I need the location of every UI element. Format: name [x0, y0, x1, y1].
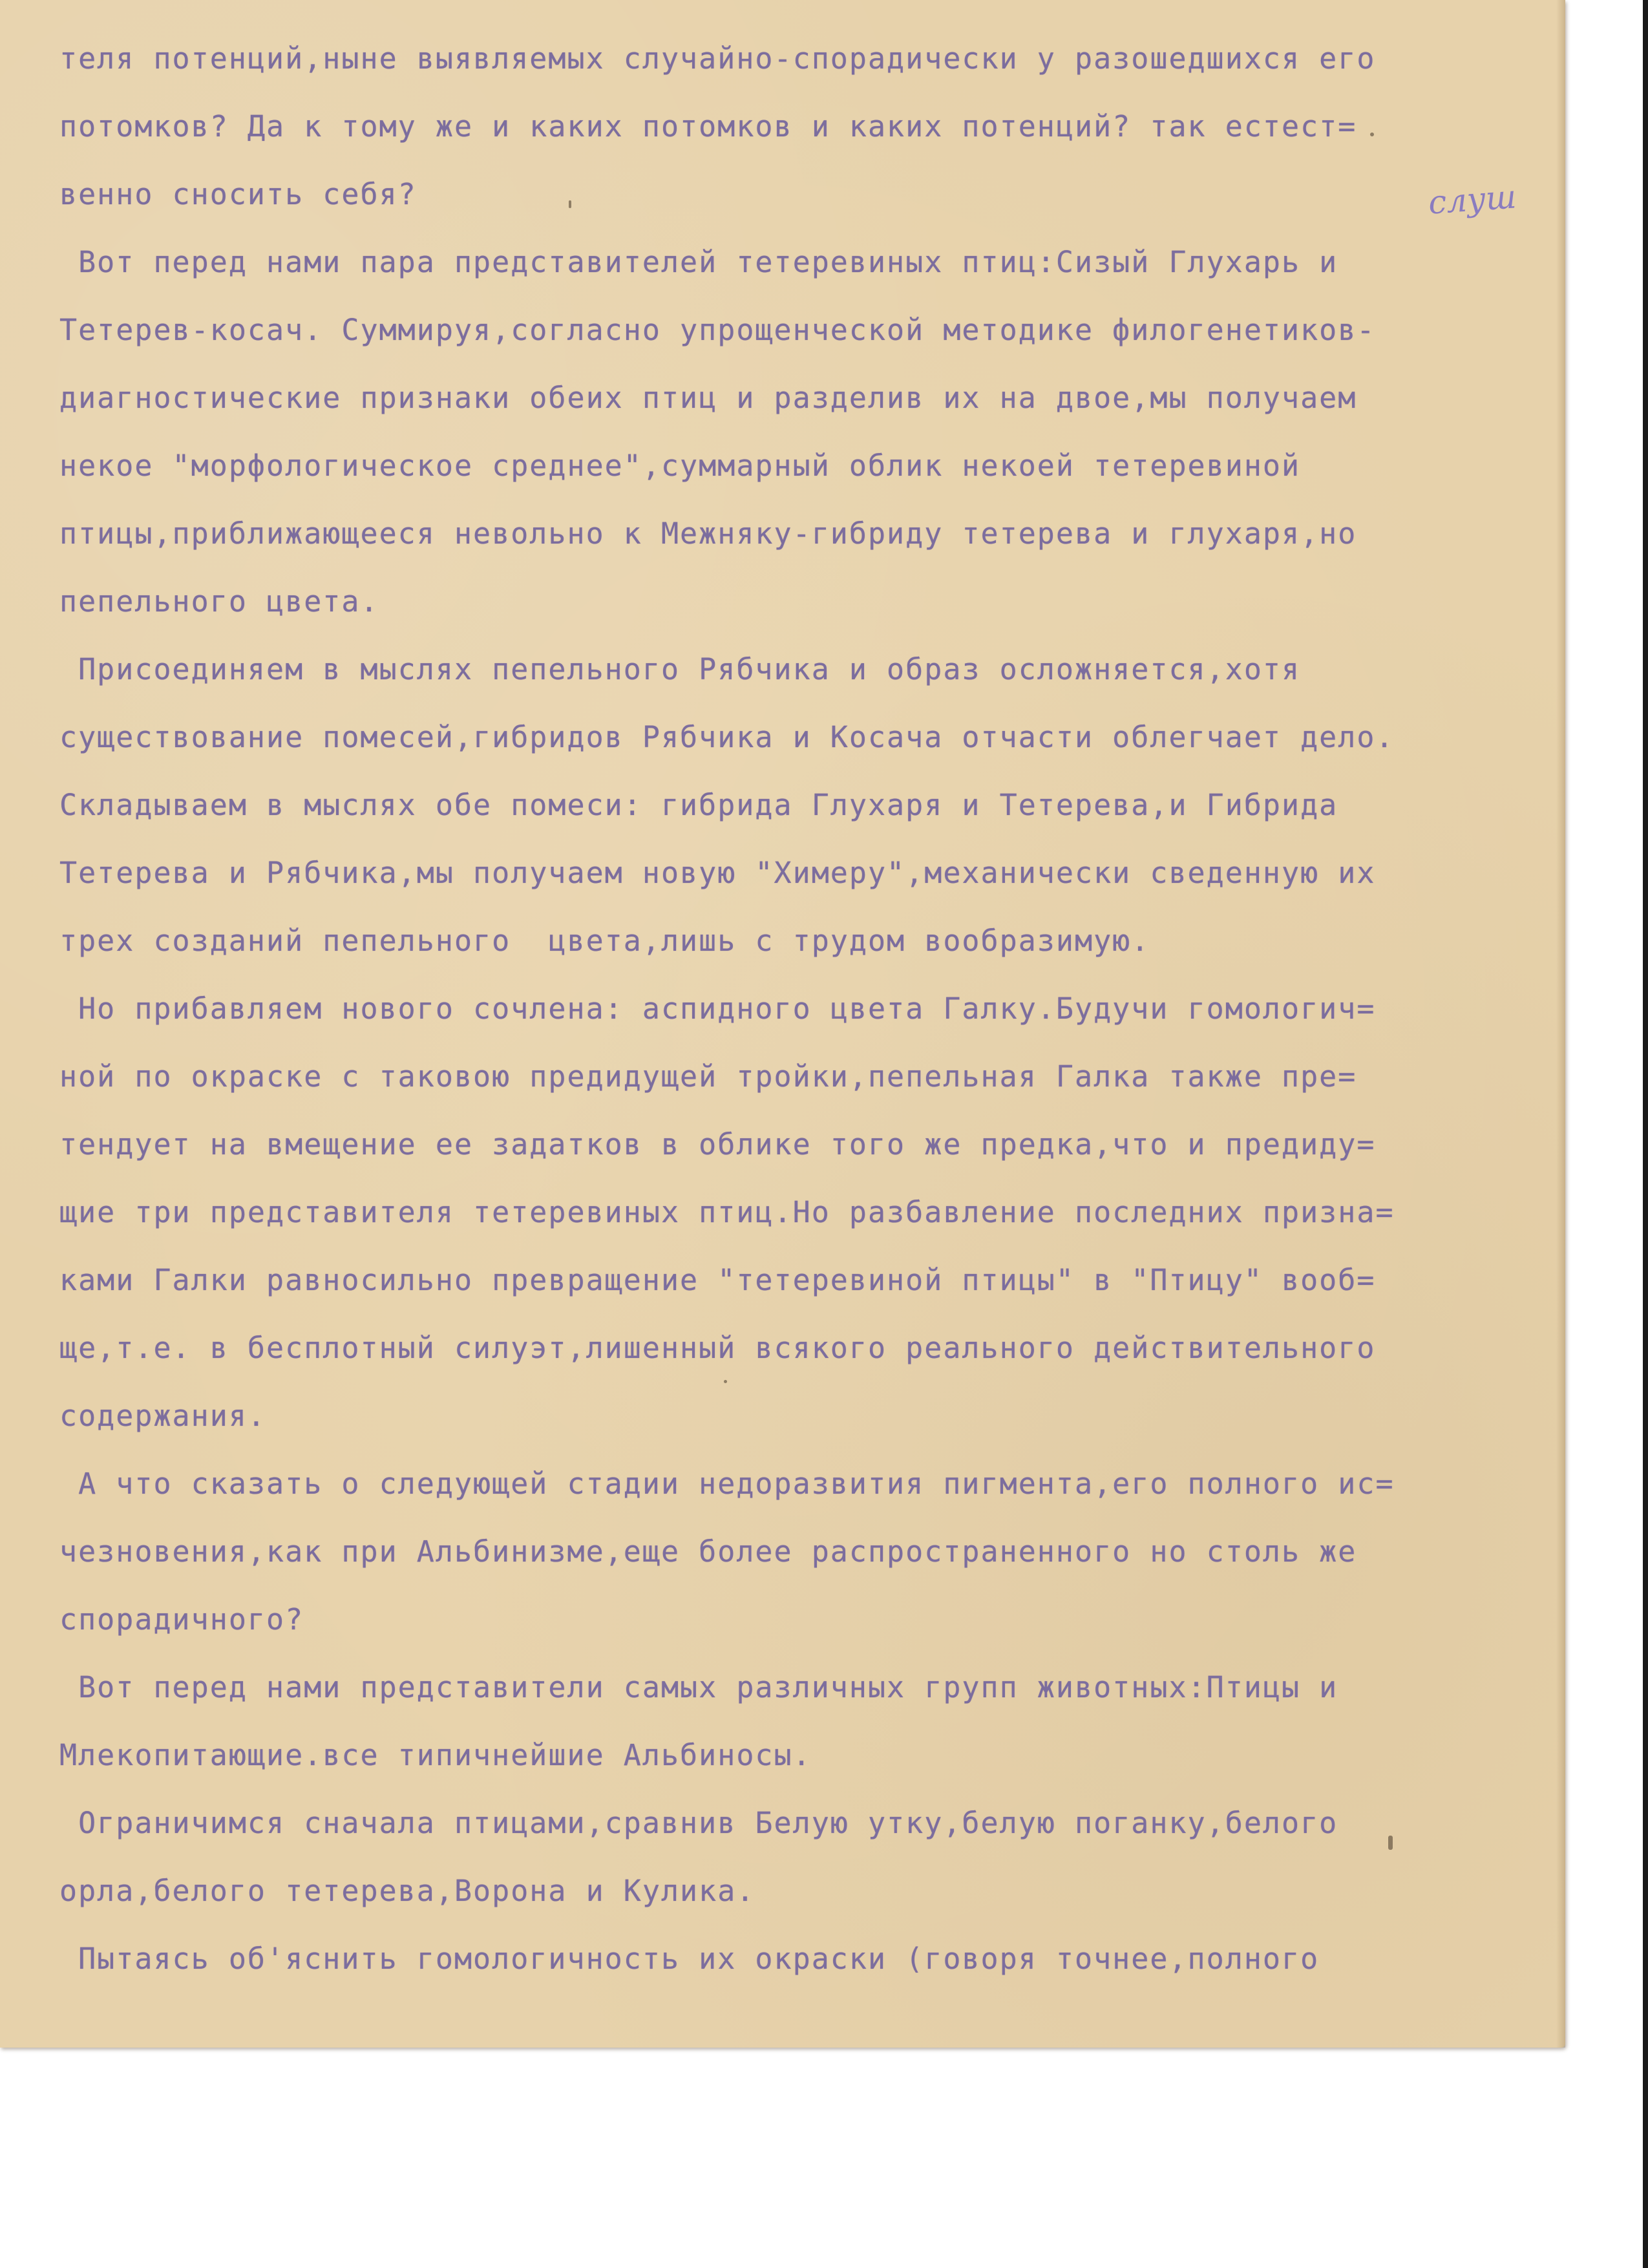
text-line: Вот перед нами пара представителей тетеревиных птиц:Сизый Глухарь и — [59, 245, 1338, 279]
paper-speck — [1388, 1836, 1393, 1850]
text-line: ной по окраске с таковою предидущей тройки,пепельная Галка также пре= — [59, 1059, 1357, 1094]
text-line: орла,белого тетерева,Ворона и Кулика. — [59, 1874, 755, 1908]
text-line: Млекопитающие.все типичнейшие Альбиносы. — [59, 1738, 812, 1772]
text-line: спорадичного? — [59, 1602, 304, 1637]
text-line: Ограничимся сначала птицами,сравнив Белую утку,белую поганку,белого — [59, 1806, 1338, 1840]
text-line: Складываем в мыслях обе помеси: гибрида Глухаря и Тетерева,и Гибрида — [59, 788, 1338, 822]
text-line: теля потенций,ныне выявляемых случайно-спорадически у разошедшихся его — [59, 41, 1376, 76]
text-line: Тетерев-косач. Суммируя,согласно упрощенческой методике филогенетиков- — [59, 313, 1376, 347]
text-line: диагностические признаки обеих птиц и разделив их на двое,мы получаем — [59, 381, 1357, 415]
text-line: трех созданий пепельного цвета,лишь с трудом вообразимую. — [59, 924, 1150, 958]
paper-speck — [1370, 132, 1374, 136]
text-line: ще,т.е. в бесплотный силуэт,лишенный всякого реального действительного — [59, 1331, 1376, 1365]
text-line: содержания. — [59, 1399, 267, 1433]
text-line: некое "морфологическое среднее",суммарный облик некоей тетеревиной — [59, 449, 1301, 483]
typewritten-text — [59, 25, 1565, 1993]
text-line: Тетерева и Рябчика,мы получаем новую "Химеру",механически сведенную их — [59, 856, 1376, 890]
text-line: пепельного цвета. — [59, 584, 379, 619]
text-line: венно сносить себя? — [59, 177, 417, 211]
text-line: А что сказать о следующей стадии недоразвития пигмента,его полного ис= — [59, 1467, 1395, 1501]
text-line: чезновения,как при Альбинизме,еще более распространенного но столь же — [59, 1534, 1357, 1569]
text-line: Но прибавляем нового сочлена: аспидного цвета Галку.Будучи гомологич= — [59, 991, 1376, 1026]
text-line: существование помесей,гибридов Рябчика и Косача отчасти облегчает дело. — [59, 720, 1395, 754]
paper-speck — [724, 1380, 727, 1383]
text-line: щие три представителя тетеревиных птиц.Но разбавление последних призна= — [59, 1195, 1395, 1229]
text-line: ками Галки равносильно превращение "тетеревиной птицы" в "Птицу" вооб= — [59, 1263, 1376, 1297]
text-line: Вот перед нами представители самых различных групп животных:Птицы и — [59, 1670, 1338, 1704]
paper-speck — [569, 200, 571, 208]
text-line: тендует на вмещение ее задатков в облике того же предка,что и предиду= — [59, 1127, 1376, 1161]
text-line: Присоединяем в мыслях пепельного Рябчика и образ осложняется,хотя — [59, 652, 1301, 686]
text-line: Пытаясь об'яснить гомологичность их окраски (говоря точнее,полного — [59, 1942, 1320, 1976]
text-line: потомков? Да к тому же и каких потомков и каких потенций? так естест= — [59, 109, 1357, 143]
scanner-edge — [1643, 0, 1648, 2268]
text-line: птицы,приближающееся невольно к Межняку-гибриду тетерева и глухаря,но — [59, 516, 1357, 551]
margin-note: слуш — [1427, 178, 1518, 222]
